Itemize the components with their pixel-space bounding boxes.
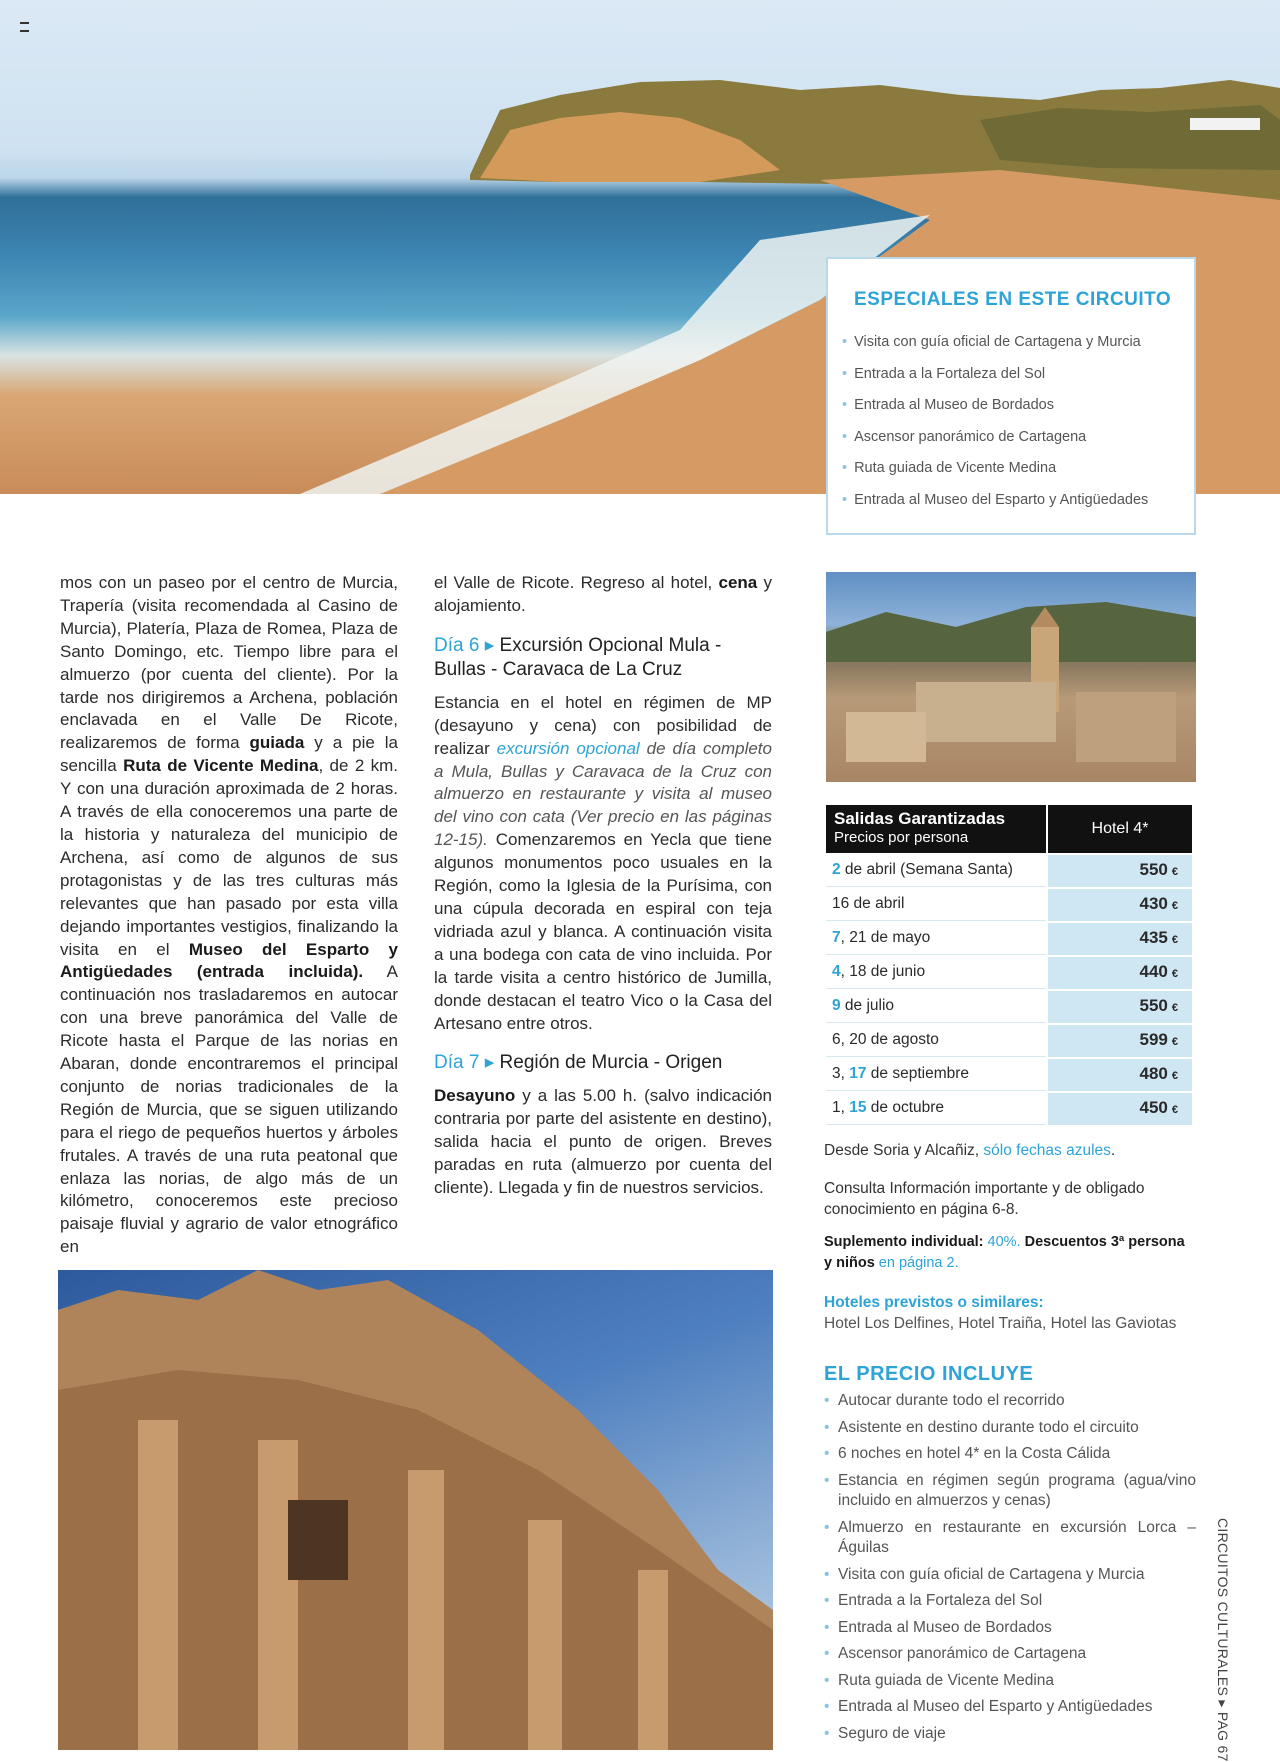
soria-note: Desde Soria y Alcañiz, sólo fechas azules. (824, 1142, 1116, 1159)
list-item: • Entrada al Museo de Bordados (824, 1618, 1196, 1639)
table-row: 3, 17 de septiembre 480 € (826, 1059, 1192, 1091)
incluye-list (824, 1391, 1196, 1744)
table-row: 7, 21 de mayo 435 € (826, 923, 1192, 955)
table-row: 16 de abril 430 € (826, 889, 1192, 921)
list-item: • Ruta guiada de Vicente Medina (824, 1671, 1196, 1692)
table-row: 2 de abril (Semana Santa) 550 € (826, 855, 1192, 887)
table-row: 4, 18 de junio 440 € (826, 957, 1192, 989)
list-item: • Estancia en régimen según programa (agua/vino incluido en almuerzos y cenas) (824, 1471, 1196, 1512)
consulta-note: Consulta Información importante y de obligado conocimiento en página 6-8. (824, 1180, 1145, 1218)
list-item: • Entrada al Museo del Esparto y Antigüedades (824, 1697, 1196, 1718)
list-item: • Entrada a la Fortaleza del Sol (842, 366, 1148, 398)
especiales-title: ESPECIALES EN ESTE CIRCUITO (854, 289, 1172, 310)
text-column-1 (60, 572, 398, 1259)
town-photo (826, 572, 1196, 782)
incluye-title: EL PRECIO INCLUYE (824, 1363, 1034, 1385)
price-table-header (826, 805, 1192, 853)
paragraph: Desayuno y a las 5.00 h. (salvo indicación contraria por parte del asistente en destino), salida hacia el punto de origen. Breves paradas en ruta (almuerzo por cuenta del cliente). Llegada y fin de nuestros servicios. (434, 1086, 772, 1198)
table-row: 6, 20 de agosto 599 € (826, 1025, 1192, 1057)
list-item: • Entrada a la Fortaleza del Sol (824, 1591, 1196, 1612)
list-item: • Ascensor panorámico de Cartagena (842, 429, 1148, 461)
suplemento-note: Suplemento individual: 40%. Descuentos 3ª persona y niños en página 2. (824, 1234, 1185, 1271)
price-table (826, 805, 1192, 1125)
hoteles-note: Hoteles previstos o similares: Hotel Los Delfines, Hotel Traiña, Hotel las Gaviotas (824, 1294, 1177, 1332)
hotel-header: Hotel 4* (1048, 805, 1192, 853)
list-item: • Entrada al Museo del Esparto y Antigüedades (842, 492, 1148, 524)
especiales-box (826, 257, 1196, 535)
price-subtitle: Precios por persona (834, 829, 969, 846)
list-item: • Almuerzo en restaurante en excursión Lorca – Águilas (824, 1518, 1196, 1559)
table-row: 9 de julio 550 € (826, 991, 1192, 1023)
day-7-heading: Día 7 ▸ Región de Murcia - Origen (434, 1052, 723, 1074)
list-item: • 6 noches en hotel 4* en la Costa Cálida (824, 1444, 1196, 1465)
precio-incluye (824, 1364, 1196, 1750)
list-item: • Asistente en destino durante todo el circuito (824, 1418, 1196, 1439)
list-item: • Visita con guía oficial de Cartagena y Murcia (842, 334, 1148, 366)
list-item: • Autocar durante todo el recorrido (824, 1391, 1196, 1412)
day-6-heading: Día 6 ▸ Excursión Opcional Mula -Bullas - Caravaca de La Cruz (434, 634, 722, 680)
table-row: 1, 15 de octubre 450 € (826, 1093, 1192, 1125)
side-label: CIRCUITOS CULTURALES ▸ PAG 67 (1215, 1518, 1231, 1762)
list-item: • Ascensor panorámico de Cartagena (824, 1644, 1196, 1665)
list-item: • Ruta guiada de Vicente Medina (842, 460, 1148, 492)
text-column-2 (434, 572, 772, 1200)
cathedral-photo (58, 1270, 773, 1750)
price-title: Salidas Garantizadas (834, 809, 1006, 828)
paragraph: el Valle de Ricote. Regreso al hotel, cena y alojamiento. (434, 573, 772, 615)
list-item: • Seguro de viaje (824, 1724, 1196, 1745)
paragraph: mos con un paseo por el centro de Murcia, Trapería (visita recomendada al Casino de Murcia), Platería, Plaza de Romea, Plaza de Santo Domingo, etc. Tiempo libre para el almuerzo (por cuenta del cliente). Por la tarde nos dirigiremos a Archena, población enclavada en el Valle De Ricote, realizaremos de forma guiada y a pie la sencilla Ruta de Vicente Medina, de 2 km. Y con una duración aproximada de 2 horas. A través de ella conoceremos una parte de la historia y naturaleza del municipio de Archena, así como de algunos de sus protagonistas y de las tres culturas más relevantes que han pasado por esta villa dejando importantes vestigios, finalizando la visita en el Museo del Esparto y Antigüedades (entrada incluida). A continuación nos trasladaremos en autocar con una breve panorámica del Valle de Ricote hasta el Parque de las norias en Abaran, donde encontraremos el principal conjunto de norias tradicionales de la Región de Murcia, que se siguen utilizando para el riego de pequeños huertos y árboles frutales. A través de una ruta peatonal que enlaza las norias, de algo más de un kilómetro, conoceremos este precioso paisaje fluvial y agrario de valor etnográfico en (60, 573, 399, 1257)
list-item: • Entrada al Museo de Bordados (842, 397, 1148, 429)
list-item: • Visita con guía oficial de Cartagena y Murcia (824, 1565, 1196, 1586)
especiales-list (842, 334, 1148, 523)
paragraph: Estancia en el hotel en régimen de MP (desayuno y cena) con posibilidad de realizar excursión opcional de día completo a Mula, Bullas y Caravaca de la Cruz con almuerzo en restaurante y visita al museo del vino con cata (Ver precio en las páginas 12-15). Comenzaremos en Yecla que tiene algunos monumentos poco usuales en la Región, como la Iglesia de la Purísima, con una cúpula decorada en espiral con teja vidriada azul y blanca. A continuación visita a una bodega con cata de vino incluida. Por la tarde visita a centro histórico de Jumilla, donde destacan el teatro Vico o la Casa del Artesano entre otros. (434, 692, 772, 1033)
flag-icon (20, 22, 29, 32)
